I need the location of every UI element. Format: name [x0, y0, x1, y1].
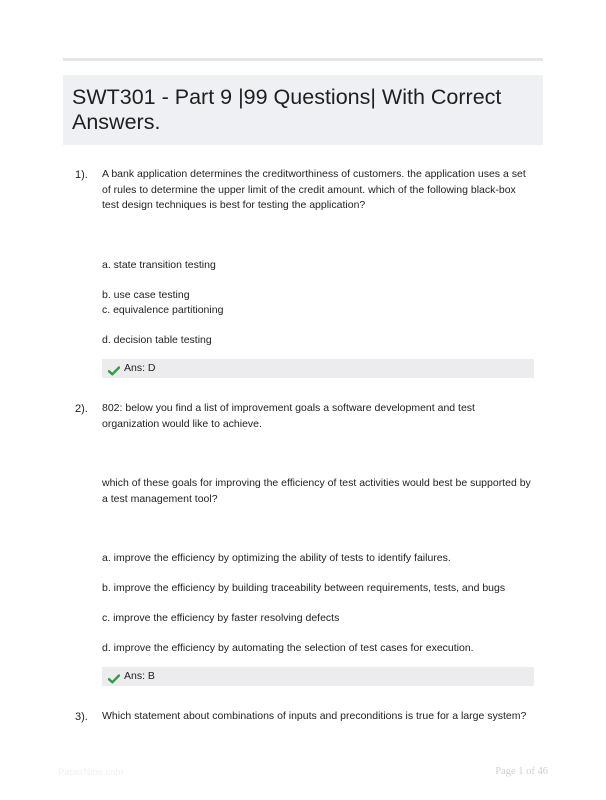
option-c: c. equivalence partitioning: [102, 304, 224, 316]
option-a: a. state transition testing: [102, 259, 216, 271]
question-number: 2).: [75, 403, 88, 415]
answer-box: [102, 667, 534, 686]
option-d: d. improve the efficiency by automating the selection of test cases for execution.: [102, 642, 474, 654]
option-a: a. improve the efficiency by optimizing the ability of tests to identify failures.: [102, 552, 451, 564]
check-icon: [108, 364, 120, 374]
option-d: d. decision table testing: [102, 334, 212, 346]
option-c: c. improve the efficiency by faster resolving defects: [102, 612, 340, 624]
answer-box: [102, 359, 534, 378]
option-b: b. improve the efficiency by building traceability between requirements, tests, and bugs: [102, 582, 506, 594]
question-number: 3).: [75, 711, 88, 723]
answer-text: Ans: B: [124, 670, 155, 682]
page-number: Page 1 of 46: [495, 766, 548, 777]
answer-text: Ans: D: [124, 362, 156, 374]
question-text: A bank application determines the creditworthiness of customers. the application uses a set of rules to determine the upper limit of the credit amount. which of the following black-box test design techniques is best for testing the application?: [102, 168, 526, 211]
check-icon: [108, 672, 120, 682]
question-text: 802: below you find a list of improvement goals a software development and test organization would like to achieve.: [102, 402, 475, 430]
footer-watermark: PaperNibe.com: [58, 767, 124, 778]
option-b: b. use case testing: [102, 289, 190, 301]
question-text: Which statement about combinations of inputs and preconditions is true for a large system?: [102, 710, 527, 722]
document-title: SWT301 - Part 9 |99 Questions| With Correct Answers.: [72, 85, 502, 134]
question-text-continued: which of these goals for improving the efficiency of test activities would best be supported by a test management tool?: [102, 477, 531, 505]
title-banner: [63, 75, 543, 145]
top-divider: [63, 58, 543, 61]
question-number: 1).: [75, 169, 88, 181]
